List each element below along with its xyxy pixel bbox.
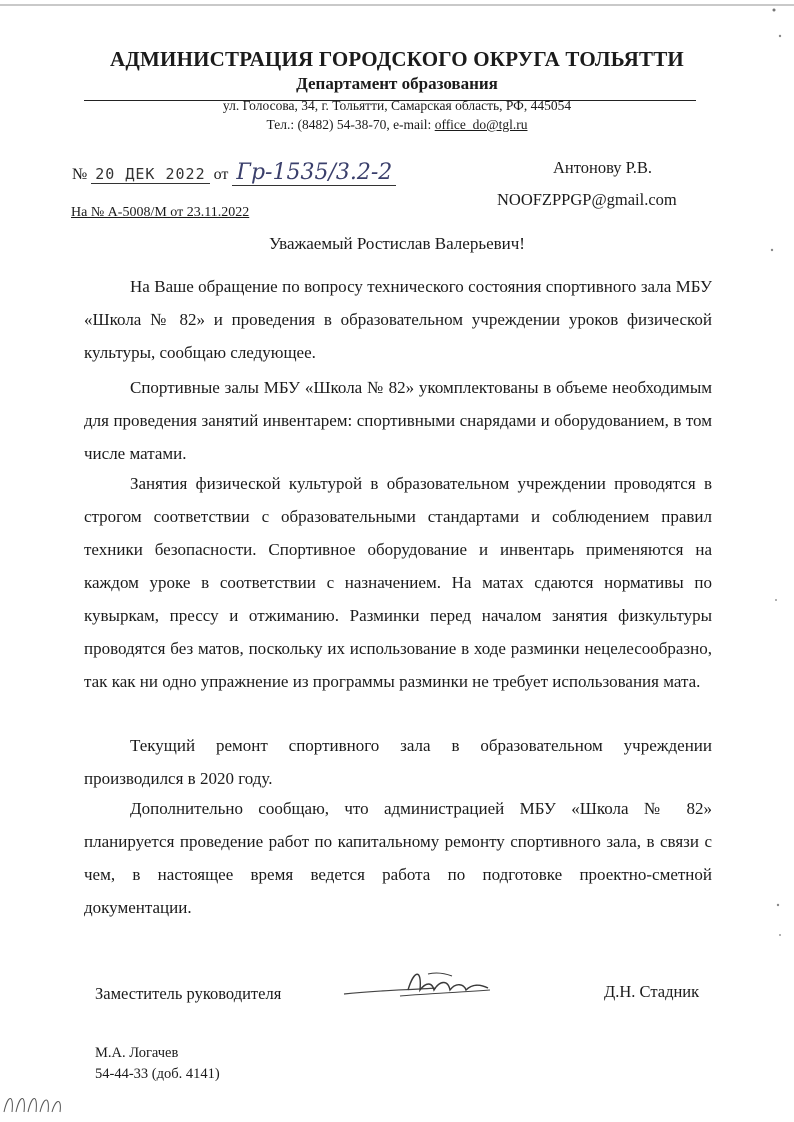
letter-paragraph: Спортивные залы МБУ «Школа № 82» укомплектованы в объеме необходимым для проведения занятий инвентарем: спортивными снарядами и оборудованием, в том числе матами. — [84, 378, 712, 463]
scan-noise-dots — [760, 0, 794, 1122]
letter-paragraph: На Ваше обращение по вопросу технического состояния спортивного зала МБУ «Школа № 82» и проведения в образовательном учреждении уроков физической культуры, сообщаю следующее. — [84, 277, 712, 362]
department-name: Департамент образования — [296, 74, 498, 93]
handwritten-outgoing-number: Гр-1535/3.2-2 — [232, 160, 396, 186]
letter-greeting: Уважаемый Ростислав Валерьевич! — [269, 234, 525, 253]
binding-hole-marks — [0, 1072, 75, 1118]
signer-position: Заместитель руководителя — [95, 984, 282, 1003]
date-stamp: 20 ДЕК 2022 — [91, 165, 209, 184]
contacts-phone: Тел.: (8482) 54-38-70, e-mail: — [266, 117, 435, 132]
organization-address: ул. Голосова, 34, г. Тольятти, Самарская область, РФ, 445054 — [222, 98, 572, 113]
executor-name: М.А. Логачев — [95, 1045, 179, 1061]
from-label: от — [213, 166, 229, 183]
contacts-email[interactable]: office_do@tgl.ru — [434, 117, 528, 132]
letter-paragraph: Дополнительно сообщаю, что администрацией МБУ «Школа № 82» планируется проведение работ по капитальному ремонту спортивного зала, в связи с чем, в настоящее время ведется работа по подготовке проектно-сметной документации. — [84, 799, 712, 917]
letter-paragraph: Текущий ремонт спортивного зала в образовательном учреждении производился в 2020 году. — [84, 736, 712, 788]
executor-phone: 54-44-33 (доб. 4141) — [95, 1066, 220, 1082]
scan-edge-line — [0, 4, 794, 6]
reply-reference: На № А-5008/М от 23.11.2022 — [71, 205, 250, 220]
letter-paragraph: Занятия физической культурой в образовательном учреждении проводятся в строгом соответствии с образовательными стандартами и соблюдением правил техники безопасности. Спортивное оборудование и инвентарь применяются на каждом уроке в соответствии с назначением. На матах сдаются нормативы по кувыркам, прессу и отжиманию. Разминки перед началом занятия физкультуры проводятся без матов, поскольку их использование в ходе разминки нецелесообразно, так как ни одно упражнение из программы разминки не требует использования мата. — [84, 474, 712, 691]
number-label: № — [72, 166, 88, 183]
recipient-email: NOOFZPPGP@gmail.com — [497, 190, 677, 209]
signer-name: Д.Н. Стадник — [604, 982, 700, 1001]
handwritten-signature — [340, 960, 520, 1010]
organization-contacts — [0, 117, 794, 133]
organization-name: АДМИНИСТРАЦИЯ ГОРОДСКОГО ОКРУГА ТОЛЬЯТТИ — [110, 47, 684, 71]
registration-number-line — [72, 160, 396, 185]
recipient-name: Антонову Р.В. — [553, 158, 653, 177]
